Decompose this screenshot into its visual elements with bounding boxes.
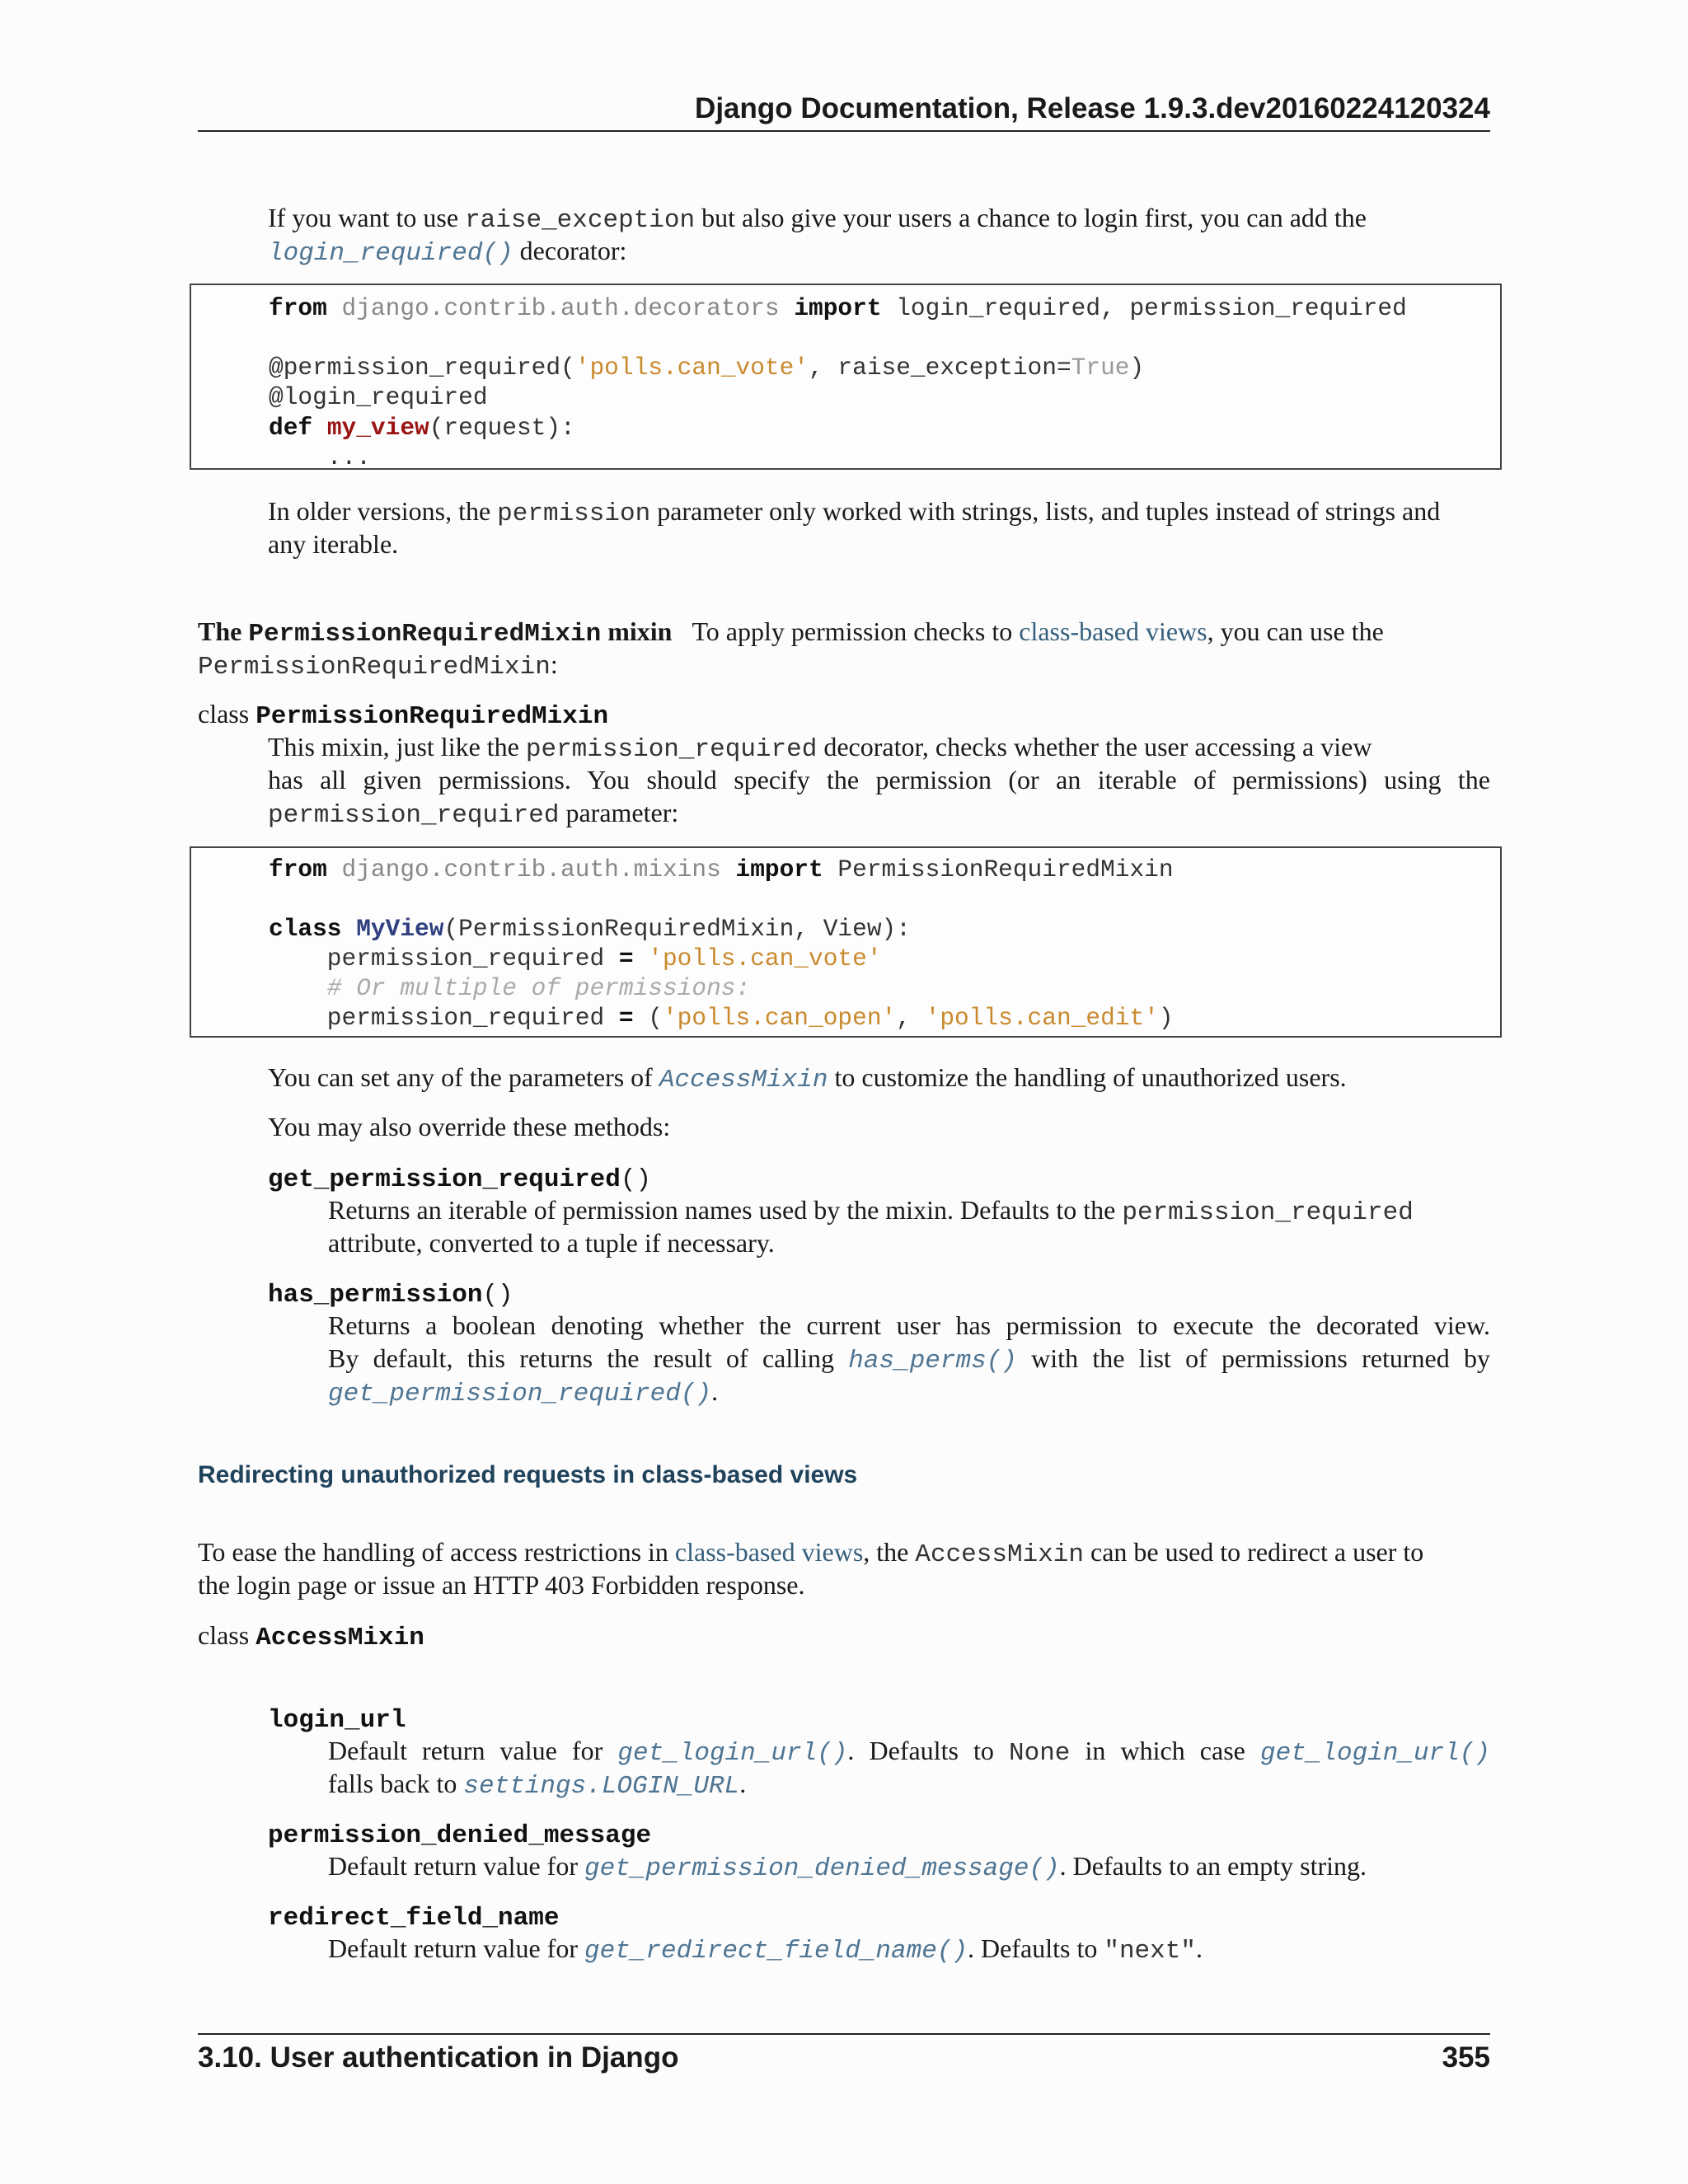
attr-login-url-desc: Default return value for get_login_url(). Defaults to None in which case get_login_url(): [328, 1736, 1491, 1768]
attr-login-url: login_url: [268, 1706, 406, 1735]
class-signature-permission-required-mixin: class PermissionRequiredMixin: [198, 699, 609, 731]
get-login-url-link-2[interactable]: get_login_url(): [1259, 1739, 1491, 1768]
login-required-link[interactable]: login_required(): [268, 239, 513, 268]
code-block-mixin: [190, 846, 1502, 1038]
attr-permission-denied-message-desc: Default return value for get_permission_denied_message(). Defaults to an empty string.: [328, 1851, 1367, 1883]
code-raise-exception: raise_exception: [465, 206, 696, 235]
paragraph-ease-handling-cont: the login page or issue an HTTP 403 Forbidden response.: [198, 1570, 805, 1600]
attr-login-url-desc2: falls back to settings.LOGIN_URL.: [328, 1769, 747, 1801]
code-block-decorators: [190, 284, 1502, 470]
method-has-permission-desc: Returns a boolean denoting whether the current user has permission to execute the decorated view.: [328, 1310, 1490, 1340]
paragraph-access-mixin: You can set any of the parameters of AccessMixin to customize the handling of unauthorized users.: [268, 1062, 1347, 1094]
running-header: Django Documentation, Release 1.9.3.dev20160224120324: [695, 92, 1490, 124]
get-redirect-field-name-link[interactable]: get_redirect_field_name(): [584, 1937, 968, 1966]
class-description-line2: has all given permissions. You should specify the permission (or an iterable of permissions) using the: [268, 765, 1490, 794]
method-has-permission: has_permission(): [268, 1281, 513, 1310]
class-description-line3: permission_required parameter:: [268, 798, 679, 830]
method-get-permission-required-desc2: attribute, converted to a tuple if necessary.: [328, 1228, 775, 1258]
section-title-redirecting: Redirecting unauthorized requests in class-based views: [198, 1461, 858, 1488]
get-login-url-link[interactable]: get_login_url(): [617, 1739, 848, 1768]
mixin-intro: The PermissionRequiredMixin mixin To apply permission checks to class-based views, you can use the: [198, 616, 1384, 649]
code-line: # Or multiple of permissions:: [269, 974, 751, 1002]
footer-section: 3.10. User authentication in Django: [198, 2041, 679, 2074]
method-get-permission-required: get_permission_required(): [268, 1165, 652, 1194]
method-has-permission-desc2: By default, this returns the result of calling has_perms() with the list of permissions returned by: [328, 1343, 1491, 1376]
get-permission-required-link[interactable]: get_permission_required(): [328, 1380, 712, 1408]
code-line: permission_required = ('polls.can_open', 'polls.can_edit'): [269, 1004, 1174, 1032]
page-number: 355: [1442, 2041, 1490, 2074]
header-rule: [198, 130, 1490, 132]
class-description: This mixin, just like the permission_required decorator, checks whether the user accessing a view: [268, 732, 1372, 764]
mixin-intro-cont: PermissionRequiredMixin:: [198, 649, 558, 682]
attr-redirect-field-name: redirect_field_name: [268, 1904, 560, 1933]
footer-rule: [198, 2033, 1490, 2035]
method-get-permission-required-desc: Returns an iterable of permission names used by the mixin. Defaults to the permission_required: [328, 1195, 1414, 1227]
code-line: permission_required = 'polls.can_vote': [269, 944, 882, 972]
get-permission-denied-message-link[interactable]: get_permission_denied_message(): [584, 1854, 1060, 1883]
has-perms-link[interactable]: has_perms(): [848, 1347, 1017, 1376]
access-mixin-link[interactable]: AccessMixin: [659, 1066, 828, 1094]
paragraph-raise-exception: If you want to use raise_exception but also give your users a chance to login first, you can add the: [268, 203, 1367, 235]
code-line: ...: [269, 443, 371, 471]
class-based-views-link[interactable]: class-based views: [1019, 616, 1207, 646]
code-line: from django.contrib.auth.decorators import login_required, permission_required: [269, 294, 1407, 322]
paragraph-older-versions: In older versions, the permission parameter only worked with strings, lists, and tuples instead of strings and: [268, 496, 1441, 528]
paragraph-override: You may also override these methods:: [268, 1112, 671, 1141]
method-has-permission-desc3: get_permission_required().: [328, 1376, 719, 1408]
code-line: class MyView(PermissionRequiredMixin, View):: [269, 915, 911, 943]
paragraph-older-versions-cont: any iterable.: [268, 529, 399, 559]
paragraph-raise-exception-cont: login_required() decorator:: [268, 236, 627, 268]
attr-permission-denied-message: permission_denied_message: [268, 1821, 652, 1850]
code-line: from django.contrib.auth.mixins import PermissionRequiredMixin: [269, 855, 1174, 883]
code-line: @permission_required('polls.can_vote', raise_exception=True): [269, 354, 1145, 382]
attr-redirect-field-name-desc: Default return value for get_redirect_field_name(). Defaults to "next".: [328, 1933, 1203, 1966]
code-permission: permission: [497, 499, 651, 528]
class-based-views-link-2[interactable]: class-based views: [674, 1537, 864, 1567]
paragraph-ease-handling: To ease the handling of access restrictions in class-based views, the AccessMixin can be used to redirect a user to: [198, 1537, 1424, 1569]
code-line: def my_view(request):: [269, 414, 575, 442]
class-signature-access-mixin: class AccessMixin: [198, 1620, 424, 1652]
code-line: @login_required: [269, 383, 488, 411]
settings-login-url-link[interactable]: settings.LOGIN_URL: [463, 1772, 740, 1801]
